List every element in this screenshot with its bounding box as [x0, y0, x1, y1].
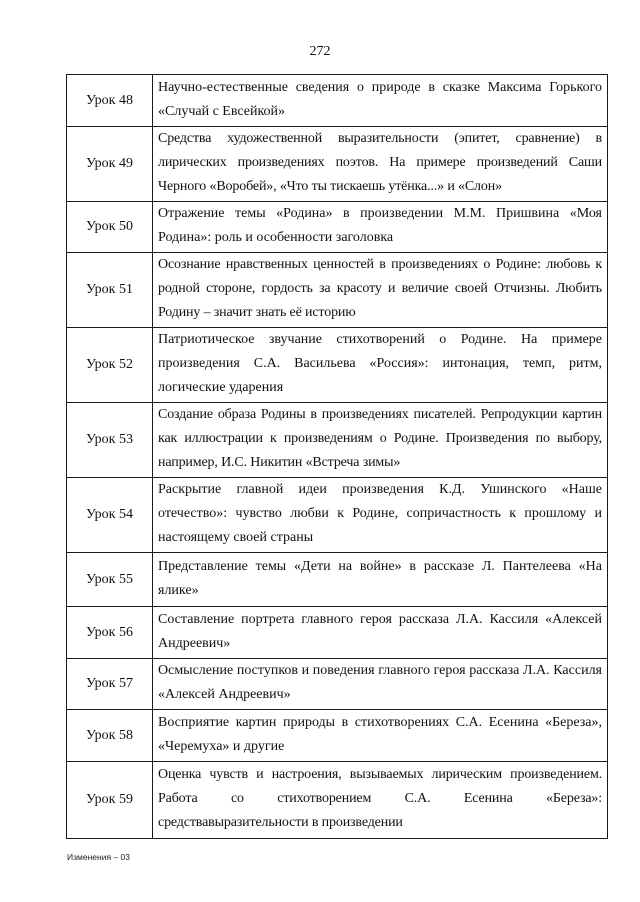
table-row [67, 403, 608, 478]
table-row [67, 253, 608, 328]
lesson-topic: Средства художественной выразительности (эпитет, сравнение) в лирических произведениях поэтов. На примере произведений Саши Черного «Воробей», «Что ты тискаешь утёнка...» и «Слон» [153, 127, 608, 202]
page-number: 272 [309, 44, 331, 59]
table-row [67, 127, 608, 202]
table-row [67, 478, 608, 553]
lesson-number: Урок 55 [67, 553, 153, 607]
lesson-topic: Научно-естественные сведения о природе в сказке Максима Горького «Случай с Евсейкой» [153, 75, 608, 127]
lesson-topic: Создание образа Родины в произведениях писателей. Репродукции картин как иллюстрации к произведениям о Родине. Произведения по выбору, например, И.С. Никитин «Встреча зимы» [153, 403, 608, 478]
lesson-number: Урок 58 [67, 710, 153, 762]
table-row [67, 328, 608, 403]
table-row [67, 762, 608, 839]
table-row [67, 710, 608, 762]
lesson-topic: Отражение темы «Родина» в произведении М.М. Пришвина «Моя Родина»: роль и особенности заголовка [153, 202, 608, 253]
lesson-number: Урок 54 [67, 478, 153, 553]
lesson-number: Урок 49 [67, 127, 153, 202]
table-row [67, 659, 608, 710]
lesson-topic: Осмысление поступков и поведения главного героя рассказа Л.А. Кассиля «Алексей Андреевич» [153, 659, 608, 710]
lesson-number: Урок 53 [67, 403, 153, 478]
table-row [67, 553, 608, 607]
lesson-topic: Представление темы «Дети на войне» в рассказе Л. Пантелеева «На ялике» [153, 553, 608, 607]
lesson-topic: Раскрытие главной идеи произведения К.Д. Ушинского «Наше отечество»: чувство любви к Родине, сопричастность к прошлому и настоящему своей страны [153, 478, 608, 553]
table-row [67, 75, 608, 127]
lesson-number: Урок 56 [67, 607, 153, 659]
lesson-number: Урок 50 [67, 202, 153, 253]
lesson-topic: Осознание нравственных ценностей в произведениях о Родине: любовь к родной стороне, гордость за красоту и величие своей Отчизны. Любить Родину – значит знать её историю [153, 253, 608, 328]
lesson-topic: Составление портрета главного героя рассказа Л.А. Кассиля «Алексей Андреевич» [153, 607, 608, 659]
lesson-number: Урок 57 [67, 659, 153, 710]
lesson-topic: Оценка чувств и настроения, вызываемых лирическим произведением. Работа со стихотворением С.А. Есенина «Береза»: средствавыразительности в произведении [153, 762, 608, 839]
lesson-topic: Патриотическое звучание стихотворений о Родине. На примере произведения С.А. Васильева «Россия»: интонация, темп, ритм, логические ударения [153, 328, 608, 403]
table-row [67, 607, 608, 659]
lesson-number: Урок 51 [67, 253, 153, 328]
lesson-topic: Восприятие картин природы в стихотворениях С.А. Есенина «Береза», «Черемуха» и другие [153, 710, 608, 762]
lesson-number: Урок 48 [67, 75, 153, 127]
lesson-number: Урок 52 [67, 328, 153, 403]
lesson-table [66, 74, 608, 839]
lesson-number: Урок 59 [67, 762, 153, 839]
footer-revision-note: Изменения – 03 [67, 852, 130, 862]
table-row [67, 202, 608, 253]
